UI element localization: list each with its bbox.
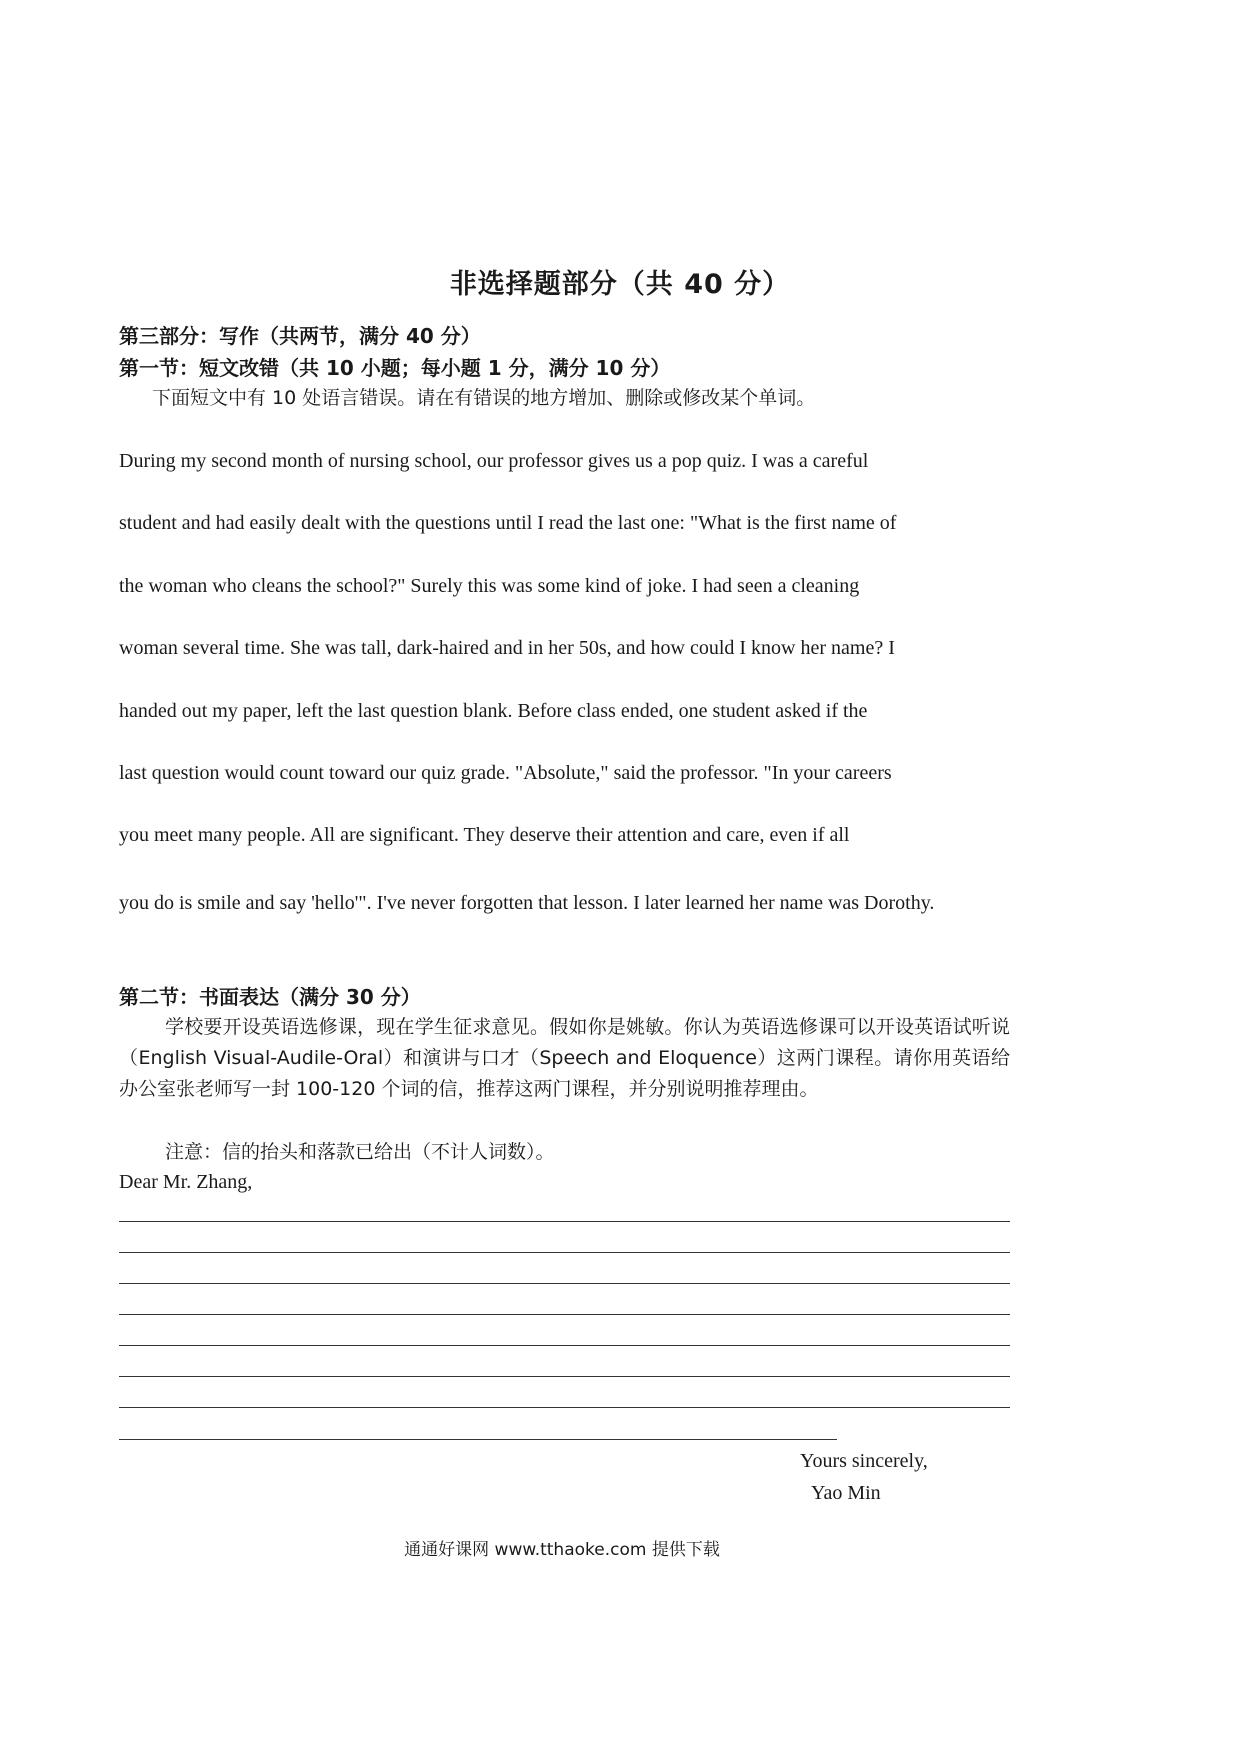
page-footer: 通通好课网 www.tthaoke.com 提供下载 bbox=[404, 1540, 720, 1560]
passage-line: handed out my paper, left the last question blank. Before class ended, one student asked if the bbox=[119, 700, 868, 722]
passage-line: the woman who cleans the school?" Surely this was some kind of joke. I had seen a cleaning bbox=[119, 575, 860, 597]
answer-line[interactable] bbox=[119, 1345, 1010, 1346]
writing-task: 学校要开设英语选修课，现在学生征求意见。假如你是姚敏。你认为英语选修课可以开设英语试听说（English Visual-Audile-Oral）和演讲与口才（Speech and Eloquence）这两门课程。请你用英语给办公室张老师写一封 100-120 个词的信，推荐这两门课程，并分别说明推荐理由。 bbox=[119, 1016, 1010, 1100]
answer-line[interactable] bbox=[119, 1221, 1010, 1222]
page-title: 非选择题部分（共 40 分） bbox=[449, 269, 791, 300]
writing-note: 注意：信的抬头和落款已给出（不计人词数）。 bbox=[165, 1141, 555, 1163]
passage-last-paragraph: you do is smile and say 'hello'". I've never forgotten that lesson. I later learned her name was Dorothy. bbox=[119, 892, 935, 914]
passage-line: student and had easily dealt with the questions until I read the last one: "What is the first name of bbox=[119, 512, 897, 534]
section1-heading: 第一节：短文改错（共 10 小题；每小题 1 分，满分 10 分） bbox=[119, 356, 671, 380]
answer-line[interactable] bbox=[119, 1376, 1010, 1377]
letter-salutation: Dear Mr. Zhang, bbox=[119, 1171, 253, 1193]
answer-line[interactable] bbox=[119, 1314, 1010, 1315]
answer-line[interactable] bbox=[119, 1252, 1010, 1253]
section1-instruction: 下面短文中有 10 处语言错误。请在有错误的地方增加、删除或修改某个单词。 bbox=[152, 387, 816, 409]
passage-line: last question would count toward our quiz grade. "Absolute," said the professor. "In your careers bbox=[119, 762, 892, 784]
section2-heading: 第二节：书面表达（满分 30 分） bbox=[119, 985, 421, 1009]
passage-line: woman several time. She was tall, dark-haired and in her 50s, and how could I know her name? I bbox=[119, 637, 895, 659]
part3-heading: 第三部分：写作（共两节，满分 40 分） bbox=[119, 324, 481, 348]
answer-line[interactable] bbox=[119, 1407, 1010, 1408]
passage-line: During my second month of nursing school, our professor gives us a pop quiz. I was a careful bbox=[119, 450, 869, 472]
letter-closing: Yours sincerely, bbox=[800, 1450, 928, 1472]
answer-line[interactable] bbox=[119, 1439, 837, 1440]
passage-line: you meet many people. All are significant. They deserve their attention and care, even if all bbox=[119, 824, 850, 846]
letter-signature: Yao Min bbox=[811, 1482, 881, 1504]
answer-line[interactable] bbox=[119, 1283, 1010, 1284]
